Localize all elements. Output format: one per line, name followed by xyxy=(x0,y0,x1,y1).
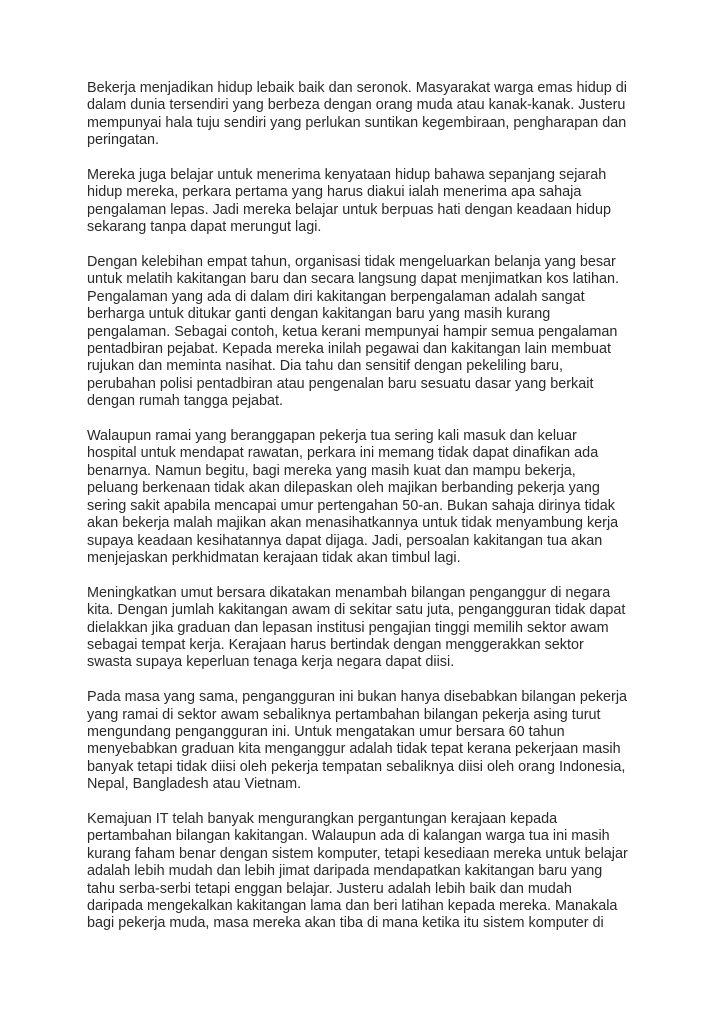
text-line: peringatan. xyxy=(87,132,160,149)
text-line: sekarang tanpa dapat merungut lagi. xyxy=(87,219,322,236)
text-line: mempunyai hala tuju sendiri yang perlukan suntikan kegembiraan, pengharapan dan xyxy=(87,114,627,131)
text-line: dalam dunia tersendiri yang berbeza dengan orang muda atau kanak-kanak. Justeru xyxy=(87,97,626,114)
text-line: Walaupun ramai yang beranggapan pekerja tua sering kali masuk dan keluar xyxy=(87,428,577,445)
text-line: pengalaman lepas. Jadi mereka belajar untuk berpuas hati dengan keadaan hidup xyxy=(87,201,612,218)
text-line: supaya keadaan kesihatannya dapat dijaga. Jadi, persoalan kakitangan tua akan xyxy=(87,532,603,549)
text-line: daripada mengekalkan kakitangan lama dan beri latihan kepada mereka. Manakala xyxy=(87,898,618,914)
text-line: Kemajuan IT telah banyak mengurangkan pergantungan kerajaan kepada xyxy=(87,810,558,827)
text-line: kita. Dengan jumlah kakitangan awam di sekitar satu juta, pengangguran tidak dapat xyxy=(87,602,626,619)
paragraph-1 xyxy=(87,80,641,150)
text-line: kurang faham benar dengan sistem komputer, tetapi kesediaan mereka untuk belajar xyxy=(87,845,628,862)
document-body xyxy=(87,80,641,950)
paragraph-3 xyxy=(87,254,641,411)
text-line: Pada masa yang sama, pengangguran ini bukan hanya disebabkan bilangan pekerja xyxy=(87,689,628,706)
text-line: bagi pekerja muda, masa mereka akan tiba di mana ketika itu sistem komputer di xyxy=(87,915,604,932)
text-line: hospital untuk mendapat rawatan, perkara ini memang tidak dapat dinafikan ada xyxy=(87,445,599,462)
text-line: tahu serba-serbi tetapi enggan belajar. Justeru adalah lebih baik dan mudah xyxy=(87,880,572,897)
text-line: menjejaskan perkhidmatan kerajaan tidak akan timbul lagi. xyxy=(87,549,461,566)
paragraph-2 xyxy=(87,167,641,237)
text-line: berharga untuk ditukar ganti dengan kakitangan baru yang masih kurang xyxy=(87,306,551,323)
paragraph-4 xyxy=(87,428,641,567)
text-line: Pengalaman yang ada di dalam diri kakitangan berpengalaman adalah sangat xyxy=(87,288,585,305)
text-line: hidup mereka, perkara pertama yang harus diakui ialah menerima apa sahaja xyxy=(87,184,582,201)
text-line: dengan rumah tangga pejabat. xyxy=(87,393,284,410)
text-line: mengundang pengangguran ini. Untuk mengatakan umur bersara 60 tahun xyxy=(87,723,565,740)
text-line: perubahan polisi pentadbiran atau pengenalan baru sesuatu dasar yang berkait xyxy=(87,375,594,392)
text-line: sering sakit apabila mencapai umur pertengahan 50-an. Bukan sahaja dirinya tidak xyxy=(87,497,615,514)
text-line: untuk melatih kakitangan baru dan secara langsung dapat menjimatkan kos latihan. xyxy=(87,271,619,288)
text-line: pengalaman. Sebagai contoh, ketua kerani mempunyai hampir semua pengalaman xyxy=(87,323,618,340)
text-line: Nepal, Bangladesh atau Vietnam. xyxy=(87,776,302,793)
text-line: akan bekerja malah majikan akan menasihatkannya untuk tidak menyambung kerja xyxy=(87,515,619,532)
text-line: adalah lebih mudah dan lebih jimat daripada mendapatkan kakitangan baru yang xyxy=(87,863,603,880)
text-line: sebagai tempat kerja. Kerajaan harus bertindak dengan menggerakkan sektor xyxy=(87,636,584,653)
text-line: dielakkan jika graduan dan lepasan institusi pengajian tinggi memilih sektor awam xyxy=(87,619,609,636)
text-line: rujukan dan meminta nasihat. Dia tahu dan sensitif dengan pekeliling baru, xyxy=(87,358,563,375)
text-line: Meningkatkan umut bersara dikatakan menambah bilangan penganggur di negara xyxy=(87,584,611,601)
text-line: banyak tetapi tidak diisi oleh pekerja tempatan sebaliknya diisi oleh orang Indonesia, xyxy=(87,758,626,775)
text-line: peluang berkenaan tidak akan dilepaskan oleh majikan berbanding pekerja yang xyxy=(87,480,600,497)
text-line: Bekerja menjadikan hidup lebaik baik dan seronok. Masyarakat warga emas hidup di xyxy=(87,80,627,96)
text-line: Mereka juga belajar untuk menerima kenyataan hidup bahawa sepanjang sejarah xyxy=(87,167,607,184)
text-line: yang ramai di sektor awam sebaliknya pertambahan bilangan pekerja asing turut xyxy=(87,706,601,723)
paragraph-6 xyxy=(87,689,641,793)
text-line: pentadbiran pejabat. Kepada mereka inilah pegawai dan kakitangan lain membuat xyxy=(87,341,612,358)
text-line: menyebabkan graduan kita menganggur adalah tidak tepat kerana pekerjaan masih xyxy=(87,741,621,758)
text-line: benarnya. Namun begitu, bagi mereka yang masih kuat dan mampu bekerja, xyxy=(87,462,576,479)
paragraph-7 xyxy=(87,811,641,933)
text-line: Dengan kelebihan empat tahun, organisasi tidak mengeluarkan belanja yang besar xyxy=(87,254,616,271)
text-line: swasta supaya keperluan tenaga kerja negara dapat diisi. xyxy=(87,654,455,671)
paragraph-5 xyxy=(87,585,641,672)
text-line: pertambahan bilangan kakitangan. Walaupun ada di kalangan warga tua ini masih xyxy=(87,828,610,845)
